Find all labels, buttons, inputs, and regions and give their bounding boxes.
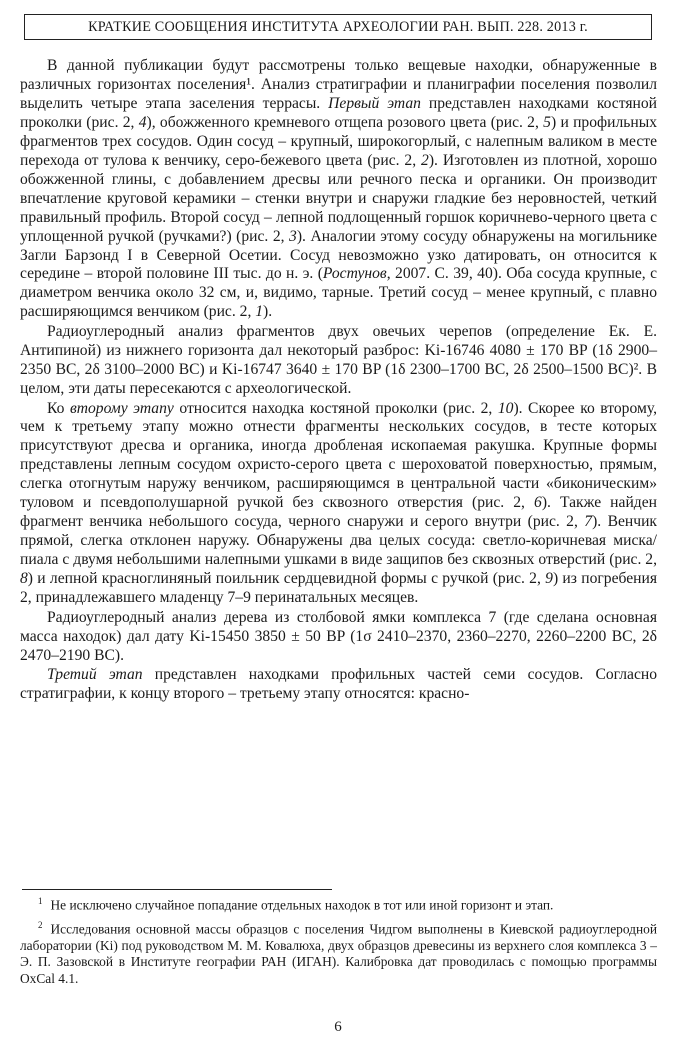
paragraph-radiocarbon-1: Радиоуглеродный анализ фрагментов двух овечьих черепов (определение Ек. Е. Антипиной) из нижнего горизонта дал некоторый разброс: Ki-16746 4080 ± 170 BP (1δ 2900–2350 BC, 2δ 3100–2000 BC) и Ki-16747 3640 ± 170 BP (1δ 2300–1700 BC, 2δ 2500–1500 BC)². В целом, эти даты пересекаются с археологической. bbox=[20, 323, 657, 397]
footnote-mark: 2 bbox=[38, 919, 43, 930]
paragraph-third-stage: Третий этап представлен находками профильных частей семи сосудов. Согласно стратиграфии, к концу второго – третьему этапу относятся: красно- bbox=[20, 666, 658, 703]
footnotes bbox=[20, 893, 657, 990]
footnote-mark: 1 bbox=[38, 896, 43, 906]
paragraph-stages-intro: В данной публикации будут рассмотрены только вещевые находки, обнаруженные в различных горизонтах поселения¹. Анализ стратиграфии и планиграфии поселения позволил выделить четыре этапа заселения террасы. Первый этап представлен находками костяной проколки (рис. 2, 4), обожженного кремневого отщепа розового цвета (рис. 2, 5) и профильных фрагментов трех сосудов. Один сосуд – крупный, широкогорлый, с налепным валиком в месте перехода от тулова к венчику, серо-бежевого цвета (рис. 2, 2). Изготовлен из плотной, хорошо обожженной глины, с добавлением дресвы или речного песка и органики. Он производит впечатление круговой керамики – стенки внутри и снаружи гладкие без неровностей, четкий правильный профиль. Второй сосуд – лепной подлощенный горшок коричнево-черного цвета с уплощенной ручкой (ручками?) (рис. 2, 3). Аналогии этому сосуду обнаружены на могильнике Загли Барзонд I в Северной Осетии. Сосуд невозможно узко датировать, он относится к середине – второй половине III тыс. до н. э. (Ростунов, 2007. С. 39, 40). Оба сосуда крупные, с диаметром венчика около 32 см, и, видимо, тарные. Третий сосуд – менее крупный, с плавно расширяющимся венчиком (рис. 2, 1). bbox=[20, 57, 657, 321]
paragraph-radiocarbon-2: Радиоуглеродный анализ дерева из столбовой ямки комплекса 7 (где сделана основная масса находок) дал дату Ki-15450 3850 ± 50 BP (1σ 2410–2370, 2360–2270, 2260–2200 BC, 2δ 2470–2190 BC). bbox=[20, 608, 657, 664]
footnote-text: Не исключено случайное попадание отдельных находок в тот или иной горизонт и этап. bbox=[50, 897, 554, 913]
footnote-2 bbox=[20, 917, 657, 987]
footnote-1 bbox=[20, 893, 657, 914]
paragraph-second-stage: Ко второму этапу относится находка костяной проколки (рис. 2, 10). Скорее ко второму, чем к третьему этапу можно отнести фрагменты нескольких сосудов, в тесте которых присутствуют дресва и органика, иногда дробленая ископаемая ракушка. Крупные формы представлены лепным сосудом охристо-серого цвета с шероховатой поверхностью, прямым, слегка отогнутым наружу венчиком, расширяющимся в центральной части «биконическим» туловом и псевдополушарной ручкой без сквозного отверстия (рис. 2, 6). Также найден фрагмент венчика небольшого сосуда, черного снаружи и серого внутри (рис. 2, 7). Венчик прямой, слегка отклонен наружу. Обнаружены два целых сосуда: светло-коричневая миска/пиала с двумя небольшими налепными ушками в виде защипов без сквозных отверстий (рис. 2, 8) и лепной красноглиняный поильник сердцевидной формы с ручкой (рис. 2, 9) из погребения 2, принадлежавшего младенцу 7–9 перинатальных месяцев. bbox=[20, 399, 657, 607]
footnote-divider bbox=[22, 889, 332, 890]
footnote-text: Исследования основной массы образцов с поселения Чидгом выполнены в Киевской радиоуглеродной лаборатории (Ki) под руководством М. М. Ковалюха, двух образцов древесины из верхнего слоя комплекса 3 – Э. П. Зазовской в Институте географии РАН (ИГАН). Калибровка дат проводилась с помощью программы OxCal 4.1. bbox=[20, 921, 657, 986]
running-header: КРАТКИЕ СООБЩЕНИЯ ИНСТИТУТА АРХЕОЛОГИИ РАН. ВЫП. 228. 2013 г. bbox=[24, 14, 652, 40]
page-number: 6 bbox=[334, 1019, 342, 1035]
body-text bbox=[20, 57, 657, 704]
